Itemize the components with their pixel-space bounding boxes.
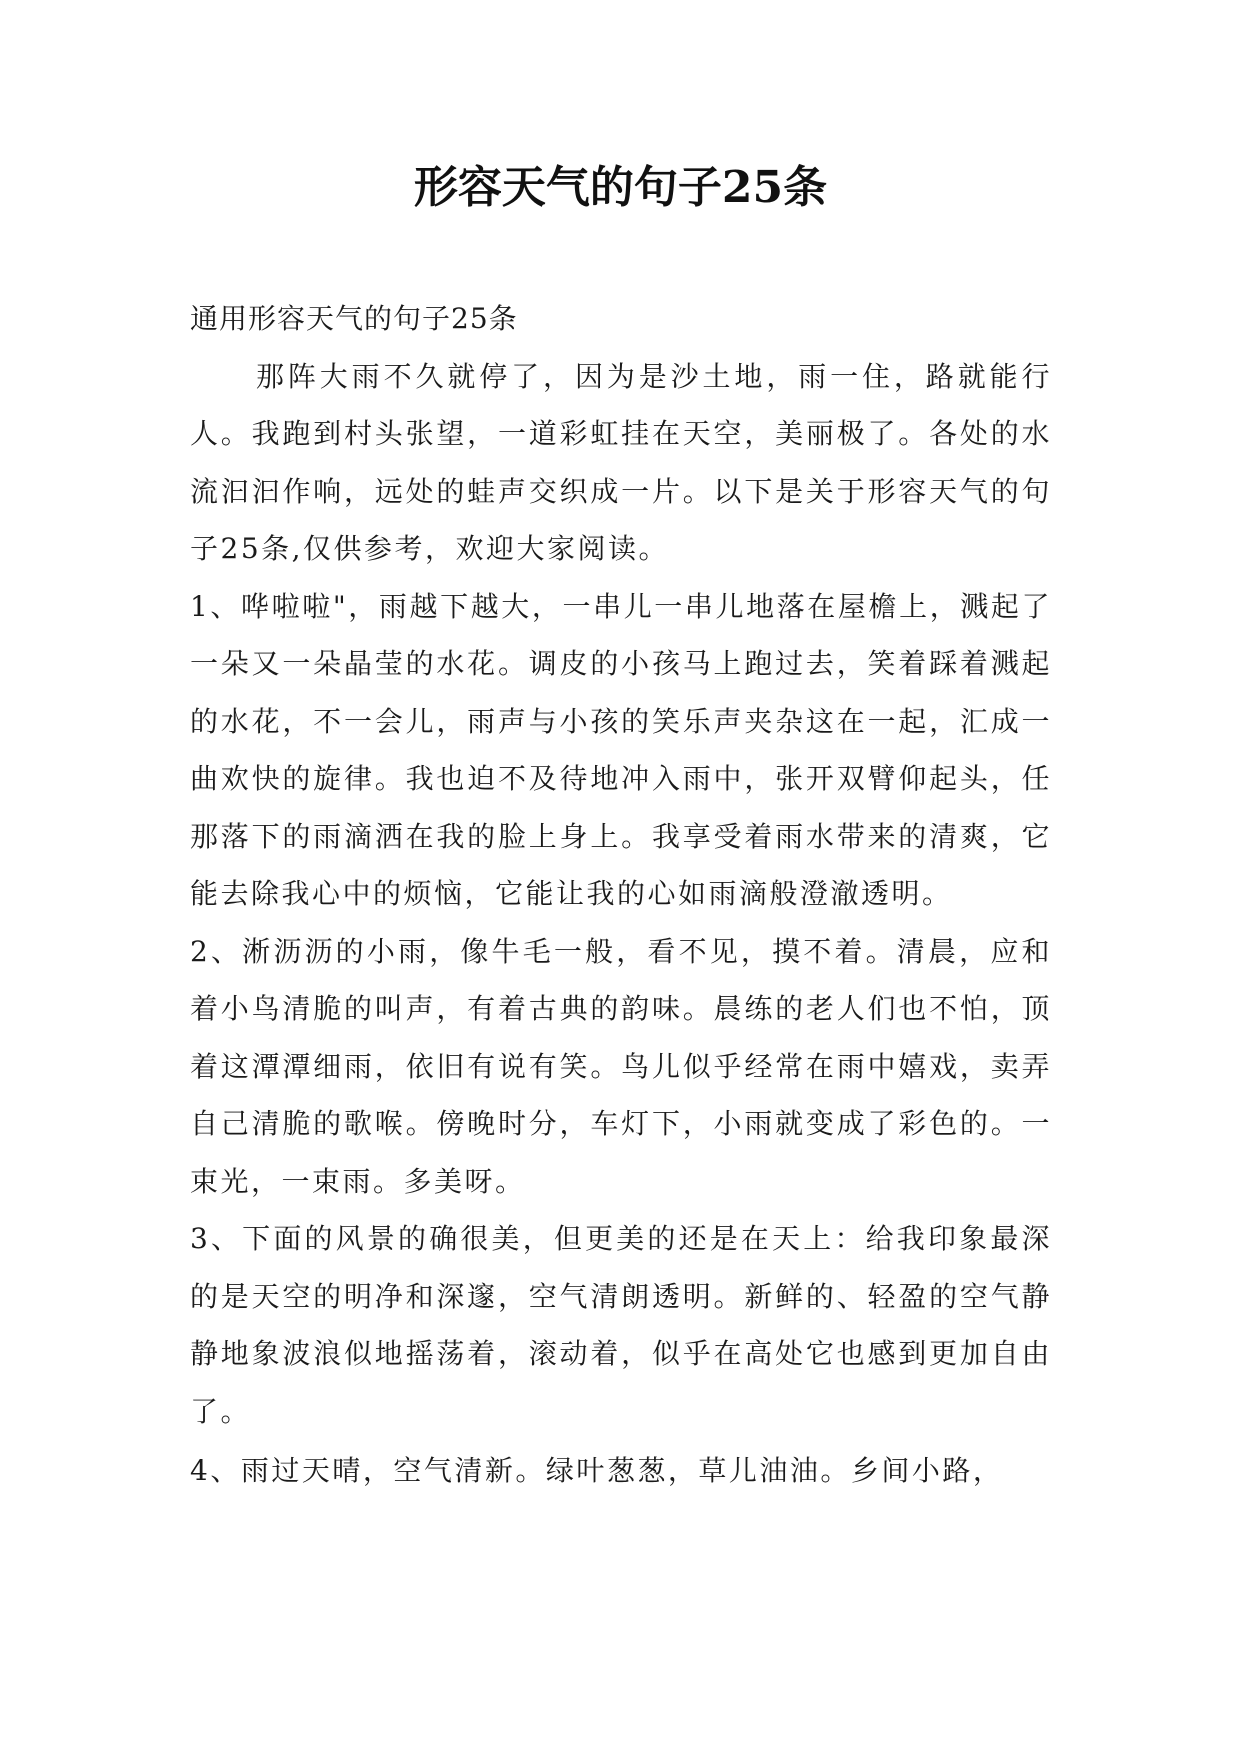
sentence-item-2: 2、淅沥沥的小雨，像牛毛一般，看不见，摸不着。清晨，应和着小鸟清脆的叫声，有着古典的韵味。晨练的老人们也不怕，顶着这潭潭细雨，依旧有说有笑。鸟儿似乎经常在雨中嬉戏，卖弄自己清脆的歌喉。傍晚时分，车灯下，小雨就变成了彩色的。一束光，一束雨。多美呀。 bbox=[190, 934, 1052, 1198]
document-subtitle: 通用形容天气的句子25条 bbox=[190, 302, 518, 335]
sentence-item-4: 4、雨过天晴，空气清新。绿叶葱葱，草儿油油。乡间小路， bbox=[190, 1454, 1004, 1487]
document-title: 形容天气的句子25条 bbox=[413, 162, 828, 213]
sentence-item-1: 1、哗啦啦"，雨越下越大，一串儿一串儿地落在屋檐上，溅起了一朵又一朵晶莹的水花。调皮的小孩马上跑过去，笑着踩着溅起的水花，不一会儿，雨声与小孩的笑乐声夹杂这在一起，汇成一曲欢快的旋律。我也迫不及待地冲入雨中，张开双臂仰起头，任那落下的雨滴洒在我的脸上身上。我享受着雨水带来的清爽，它能去除我心中的烦恼，它能让我的心如雨滴般澄澈透明。 bbox=[190, 589, 1052, 910]
document-body bbox=[190, 290, 1052, 1500]
sentence-item-3: 3、下面的风景的确很美，但更美的还是在天上：给我印象最深的是天空的明净和深邃，空气清朗透明。新鲜的、轻盈的空气静静地象波浪似地摇荡着，滚动着，似乎在高处它也感到更加自由了。 bbox=[190, 1222, 1052, 1428]
intro-paragraph: 那阵大雨不久就停了，因为是沙土地，雨一住，路就能行人。我跑到村头张望，一道彩虹挂在天空，美丽极了。各处的水流汩汩作响，远处的蛙声交织成一片。以下是关于形容天气的句子25条,仅供参考，欢迎大家阅读。 bbox=[190, 359, 1052, 565]
